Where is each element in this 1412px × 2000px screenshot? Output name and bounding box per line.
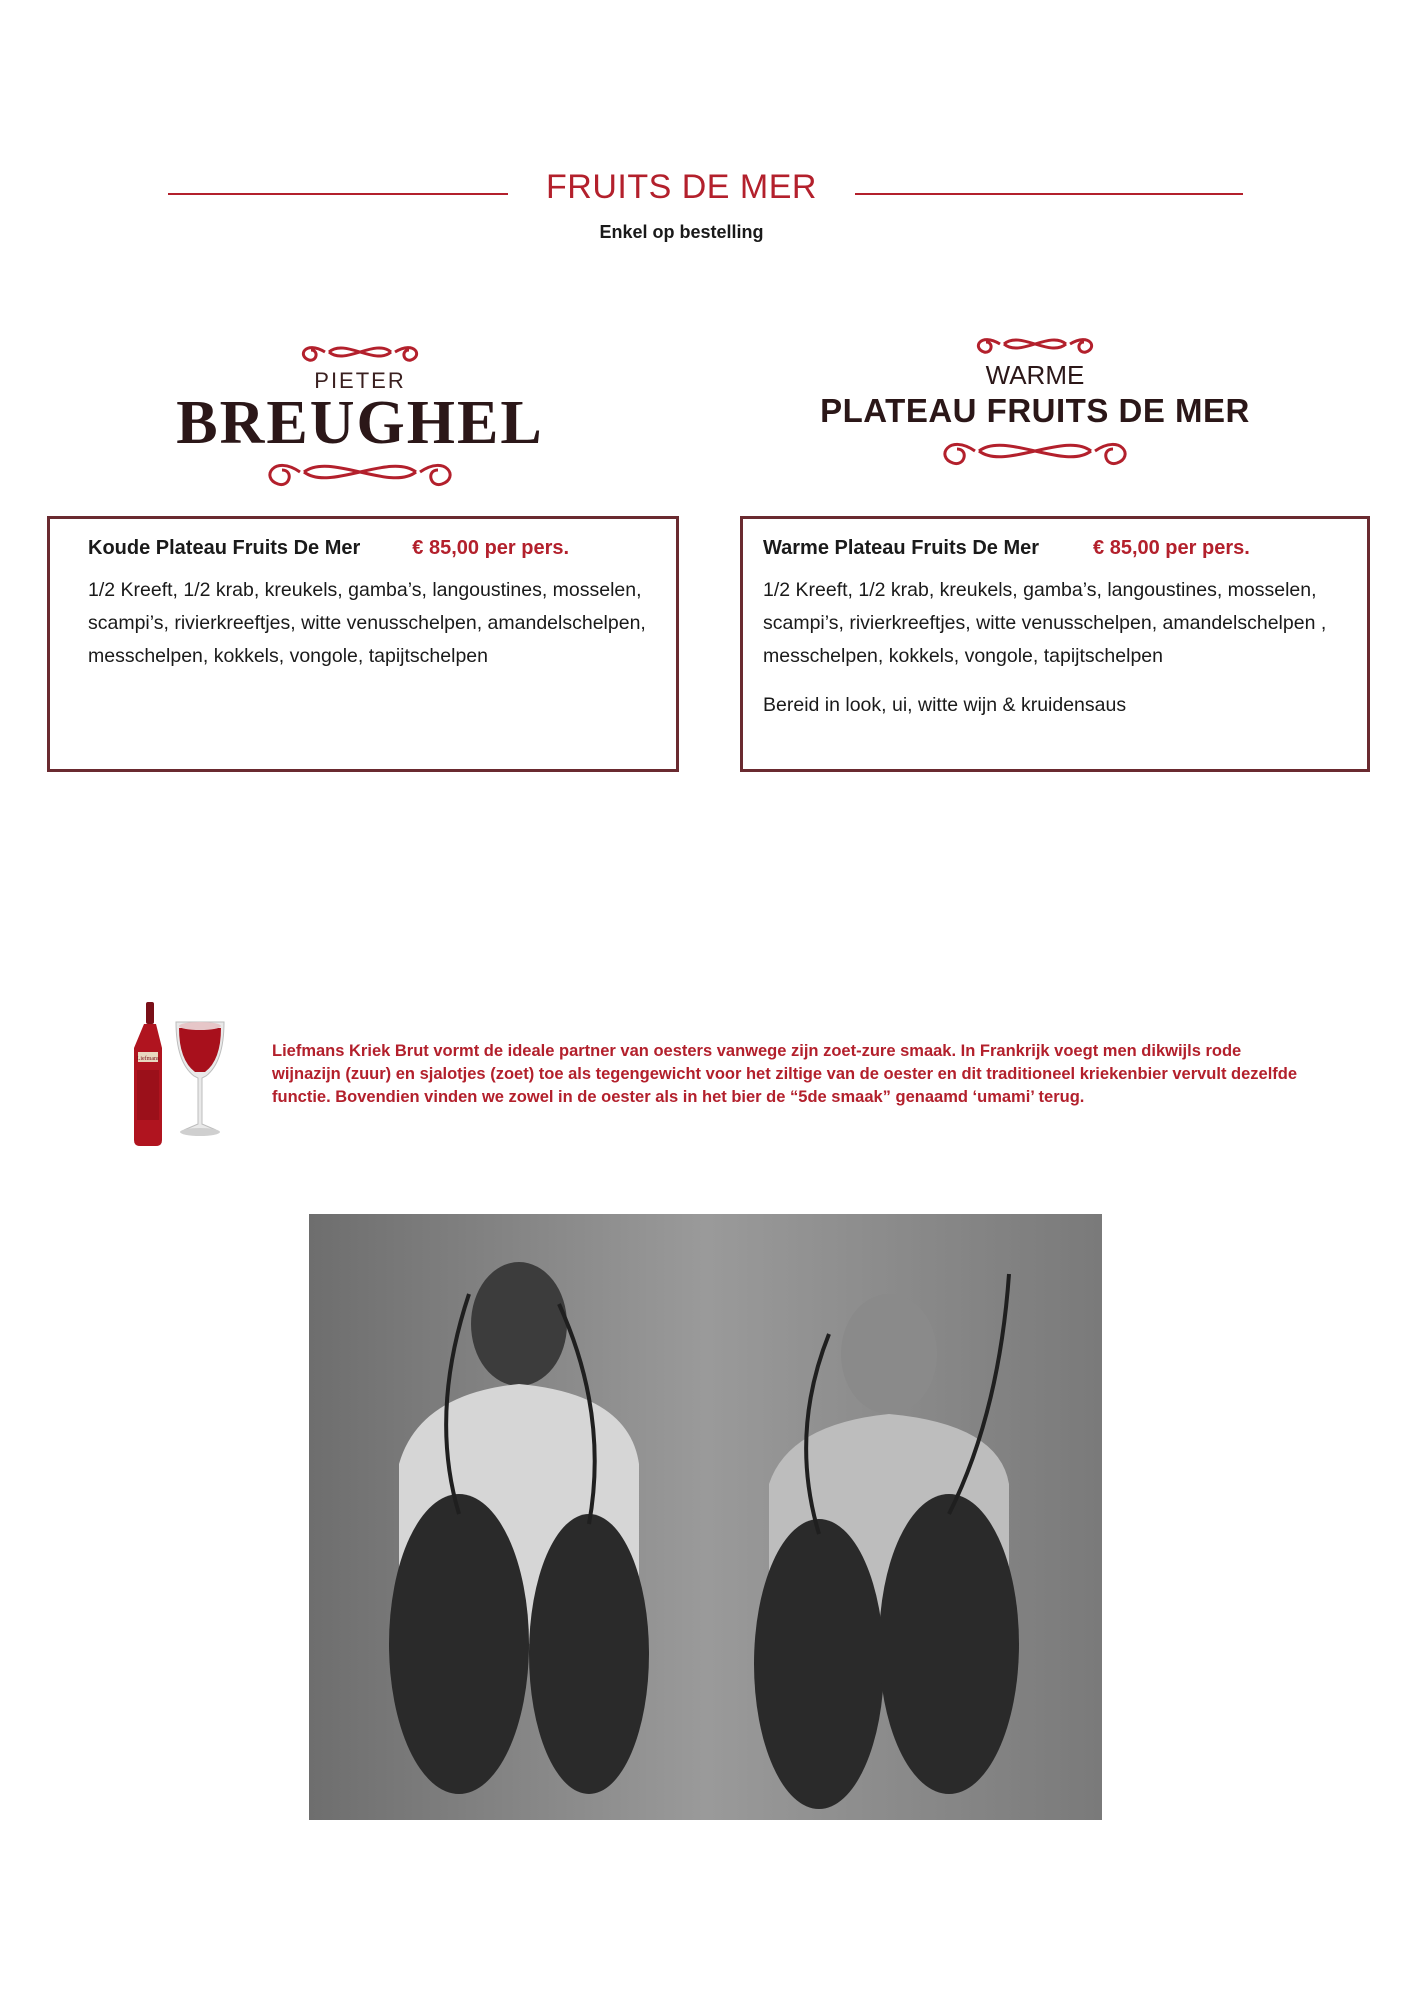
item-price: € 85,00 per pers. [412, 537, 570, 559]
header-rule-left [168, 193, 508, 195]
item-price: € 85,00 per pers. [1093, 537, 1250, 559]
page-title: FRUITS DE MER [546, 168, 817, 206]
menu-box-warme [740, 516, 1370, 772]
beer-pairing-note: Liefmans Kriek Brut vormt de ideale partner van oesters vanwege zijn zoet-zure smaak. In Frankrijk voegt men dikwijls rode wijnazijn (zuur) en sjalotjes (zoet) toe als tegengewicht voor het ziltige van de oester en dit traditioneel kriekenbier vervult dezelfde functie. Bovendien vinden we zowel in de oester als in het bier de “5de smaak” genaamd ‘umami’ terug. [272, 1042, 1298, 1106]
item-name: Warme Plateau Fruits De Mer [763, 537, 1040, 559]
page-subtitle: Enkel op bestelling [599, 222, 764, 242]
bottle-label: Liefmans [136, 1056, 160, 1062]
item-name: Koude Plateau Fruits De Mer [88, 537, 361, 559]
item-note: Bereid in look, ui, witte wijn & kruidensaus [763, 694, 1127, 716]
kriek-beer-image [132, 1000, 232, 1148]
logo-breughel-big: BREUGHEL [176, 389, 544, 457]
vintage-lobster-photo [309, 1214, 1102, 1820]
flourish-top-icon [970, 330, 1100, 358]
flourish-bottom-icon [935, 431, 1135, 471]
item-description: 1/2 Kreeft, 1/2 krab, kreukels, gamba’s, langoustines, mosselen, scampi’s, rivierkreeftjes, witte venusschelpen, amandelschelpen, messchelpen, kokkels, vongole, tapijtschelpen [88, 579, 646, 667]
flourish-bottom-icon [260, 452, 460, 492]
plateau-logo [800, 330, 1270, 471]
breughel-logo [170, 338, 550, 492]
logo-plateau-small: WARME [985, 360, 1085, 390]
logo-plateau-big: PLATEAU FRUITS DE MER [820, 392, 1250, 429]
menu-box-koude [47, 516, 679, 772]
header-rule-right [855, 193, 1243, 195]
logo-breughel-small: PIETER [314, 368, 406, 393]
item-description: 1/2 Kreeft, 1/2 krab, kreukels, gamba’s, langoustines, mosselen, scampi’s, rivierkreeftjes, witte venusschelpen, amandelschelpen , messchelpen, kokkels, vongole, tapijtschelpen [763, 579, 1327, 667]
flourish-top-icon [295, 338, 425, 366]
